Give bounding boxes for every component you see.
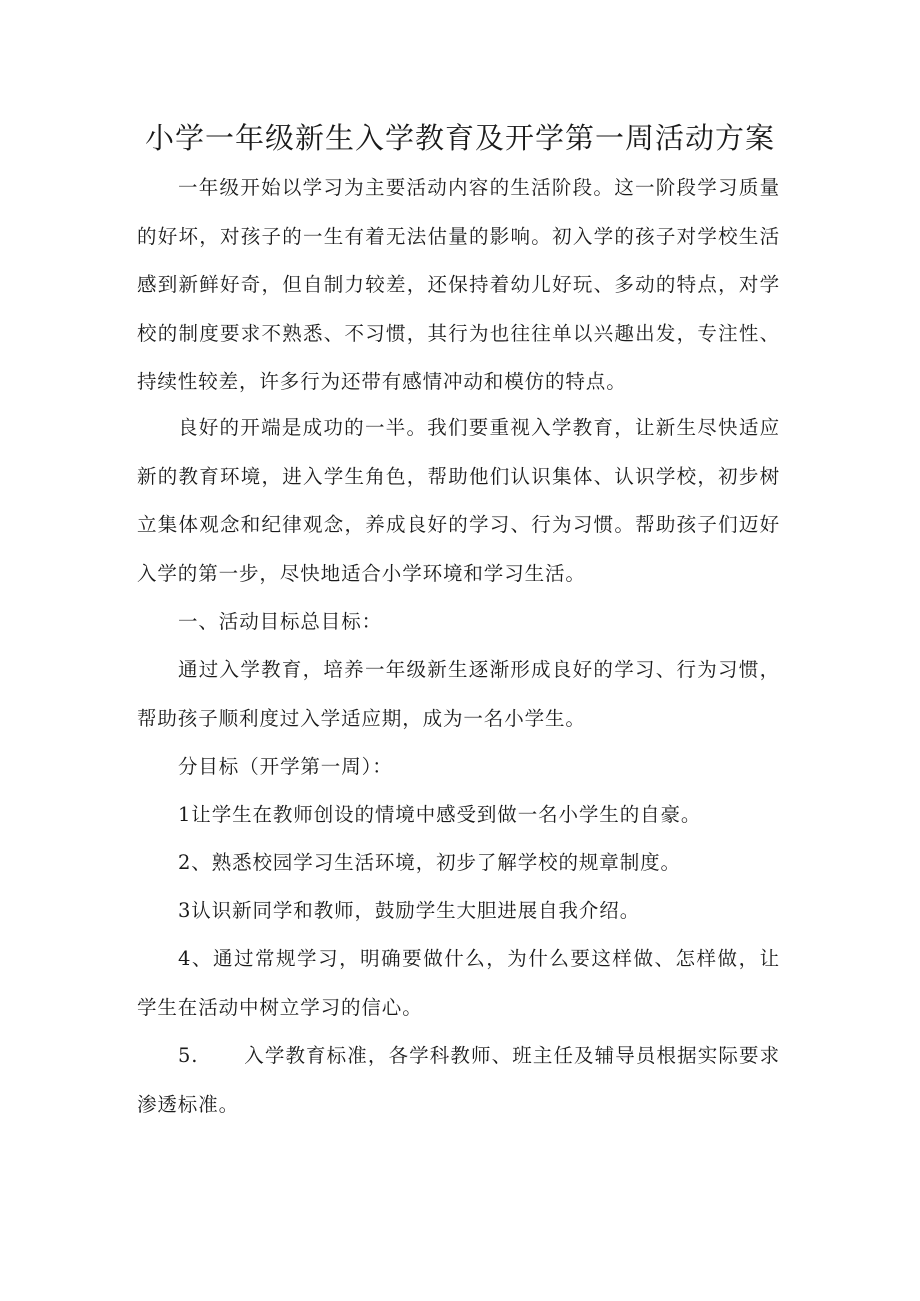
goal-item-2: 2、熟悉校园学习生活环境，初步了解学校的规章制度。 [178,851,681,874]
goal-item-1: 1让学生在教师创设的情境中感受到做一名小学生的自豪。 [178,803,702,826]
intro-paragraph-1: 一年级开始以学习为主要活动内容的生活阶段。这一阶段学习质量的好坏，对孩子的一生有着无法估量的影响。初入学的孩子对学校生活感到新鲜好奇，但自制力较差，还保持着幼儿好玩、多动的特点，对学校的制度要求不熟悉、不习惯，其行为也往往单以兴趣出发，专注性、持续性较差，许多行为还带有感情冲动和模仿的特点。 [137,176,780,393]
section-1-heading: 一、活动目标总目标： [178,610,383,633]
intro-paragraph-2: 良好的开端是成功的一半。我们要重视入学教育，让新生尽快适应新的教育环境，进入学生角色，帮助他们认识集体、认识学校，初步树立集体观念和纪律观念，养成良好的学习、行为习惯。帮助孩子们迈好入学的第一步，尽快地适合小学环境和学习生活。 [137,416,780,585]
sub-goal-heading: 分目标（开学第一周）： [178,755,393,778]
goal-item-4: 4、通过常规学习，明确要做什么，为什么要这样做、怎样做，让学生在活动中树立学习的信心。 [137,947,780,1019]
goal-item-5 [137,1032,780,1129]
goal-item-3: 3认识新同学和教师，鼓励学生大胆进展自我介绍。 [178,899,641,922]
goal-item-5-text: 入学教育标准，各学科教师、班主任及辅导员根据实际要求渗透标准。 [137,1044,780,1116]
document-title: 小学一年级新生入学教育及开学第一周活动方案 [144,121,775,155]
goal-item-5-number: 5. [178,1044,199,1067]
overall-goal-paragraph: 通过入学教育，培养一年级新生逐渐形成良好的学习、行为习惯，帮助孩子顺利度过入学适应期，成为一名小学生。 [137,658,780,730]
